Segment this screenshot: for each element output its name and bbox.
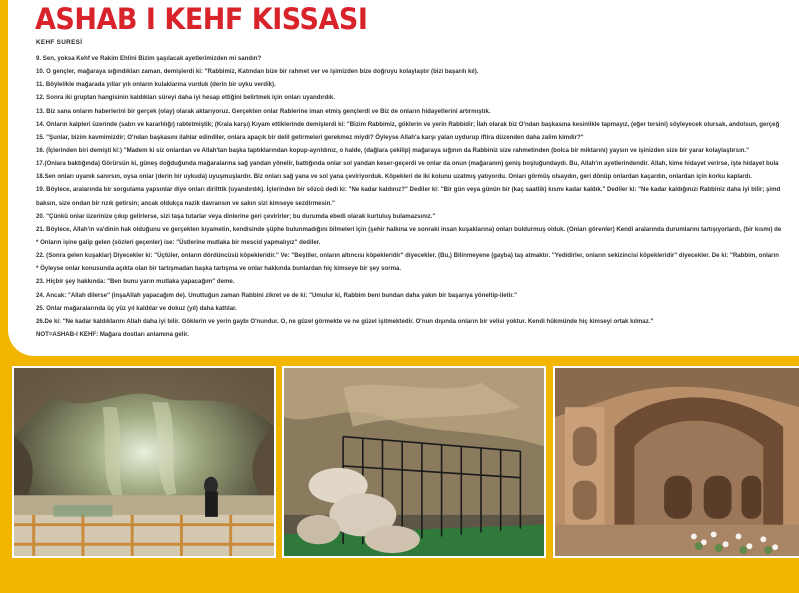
verse-22-continued: * Öyleyse onlar konusunda açıkta olan bir tartışmadan başka tartışma ve onlar hakkında bunlardan hiç kimseye bir şey sorma. [36,265,402,273]
surah-heading: KEHF SURESİ [36,39,83,46]
verse-26: 26.De ki: "Ne kadar kaldıklarını Allah daha iyi bilir. Göklerin ve yerin gaybı O'nundur. O, ne güzel görmekte ve ne güzel işitmektedir. O'nun dışında onların bir velisi yoktur. Kendi hükmünde hiç kimseyi ortak kılmaz." [36,317,654,325]
cave-grave-railing-photo [282,366,546,558]
verse-20: 20. "Çünkü onlar üzerinize çıkıp gelirlerse, sizi taşa tutarlar veya dinlerine geri çevirirler; bu durumda ebedi olarak kurtuluş bulamazsınız." [36,212,436,220]
verse-25: 25. Onlar mağaralarında üç yüz yıl kaldılar ve dokuz (yıl) daha kattılar. [36,304,237,312]
footnote: NOT=ASHAB-I KEHF: Mağara dostları anlamına gelir. [36,330,189,338]
verse-16: 16. (İçlerinden biri demişti ki:) "Madem ki siz onlardan ve Allah'tan başka taptıklarından kopup-ayrıldınız, o halde, (dağlara çekilip) mağaraya sığının da Rabbiniz size rahmetinden (bolca bir miktarını) yaysın ve işinizden size bir yarar kolaylaştırsın." [36,146,750,154]
rock-carved-chambers-photo [553,366,799,558]
verse-list [36,52,799,341]
text-panel [8,0,799,356]
verse-14: 14. Onların kalpleri üzerinde (sabrı ve kararlılığı) rabtetmiştik; (Krala karşı) Kıyam ettiklerinde demişlerdi ki: "Bizim Rabbimiz, göklerin ve yerin Rabbidir; İlah olarak biz O'ndan başkasına kesinlikle tapmayız, (eğer tersini) söyleyecek olursak, andolsun, gerçeğ [36,120,780,128]
verse-21: 21. Böylece, Allah'ın va'dinin hak olduğunu ve gerçekten kıyametin, kendisinde şüphe bulunmadığını bilmeleri için (şehir halkına ve sonraki insan kuşaklarına) onları buldurmuş olduk. (Onları görenler) Kendi aralarında durumlarını tartışıyorlardı, (bir kısmı) de [36,225,782,233]
verse-17: 17.(Onlara baktığında) Görürsün ki, güneş doğduğunda mağaralarına sağ yandan yönelir, battığında onlar sol yandan keser-geçerdi ve onlar da onun (mağaranın) geniş boşluğundaydı. Bu, Allah'ın ayetlerindendir. Allah, kime hidayet verirse, işte hidayet bula [36,160,779,168]
page-title: ASHAB I KEHF KISSASI [35,2,368,36]
verse-18: 18.Sen onları uyanık sanırsın, oysa onlar (derin bir uykuda) uyuşmuşlardır. Biz onları sağ yana ve sol yana çeviriyorduk. Köpekleri de iki kolunu uzatmış yatıyordu. Onları görmüş olsaydın, geri dönüp onlardan kaçardın, onlardan için korku kaplardı. [36,173,752,181]
verse-10: 10. O gençler, mağaraya sığındıkları zaman, demişlerdi ki: "Rabbimiz, Katından bize bir rahmet ver ve işimizden bize doğruyu kolaylaştır (bizi başarılı kıl). [36,68,479,76]
verse-24: 24. Ancak: "Allah dilerse" (inşaAllah yapacağım de). Unuttuğun zaman Rabbini zikret ve de ki: "Umulur ki, Rabbim beni bundan daha yakın bir başarıya yöneltip-iletir." [36,291,517,299]
cave-interior-photo [12,366,276,558]
verse-23: 23. Hiçbir şey hakkında: "Ben bunu yarın mutlaka yapacağım" deme. [36,278,235,286]
verse-19-continued: baksın, size ondan bir rızık getirsin; ancak oldukça nazik davransın ve sakın sizi kimseye sezdirmesin." [36,199,335,207]
verse-21-continued: * Onların işine galip gelen (sözleri geçenler) ise: "Üstlerine mutlaka bir mescid yapmalıyız" dediler. [36,238,321,246]
verse-15: 15. "Şunlar, bizim kavmimizdir; O'ndan başkasını ilahlar edindiler, onlara apaçık bir delil getirmeleri gerekmez miydi? Öyleyse Allah'a karşı yalan uydurup iftira düzenden daha zalim kimdir?" [36,133,584,141]
verse-11: 11. Böylelikle mağarada yıllar yılı onların kulaklarına vurduk (derin bir uyku verdik). [36,81,276,89]
verse-19: 19. Böylece, aralarında bir sorgulama yapsınlar diye onları dirilttik (uyandırdık). İçlerinden bir sözcü dedi ki: "Ne kadar kaldınız?" Dediler ki: "Bir gün veya günün bir (kaç saatlik) kısmı kadar kaldık." Dediler ki: "Ne kadar kaldığınızı Rabbiniz daha iyi bilir; şimd [36,186,781,194]
verse-13: 13. Biz sana onların haberlerini bir gerçek (olay) olarak aktarıyoruz. Gerçekten onlar Rablerine iman etmiş gençlerdi ve Biz de onların hidayetlerini artırmıştık. [36,107,491,115]
verse-9: 9. Sen, yoksa Kehf ve Rakim Ehlini Bizim şaşılacak ayetlerimizden mi sandın? [36,55,262,62]
verse-22: 22. (Sonra gelen kuşaklar) Diyecekler ki: "Üçtüler, onların dördüncüsü köpekleridir." Ve: "Beştiler, onların altıncısı köpekleridir" diyecekler. (Bu,) Bilinmeyene (gayba) taş atmaktır. "Yedidirler, onların sekizincisi köpekleridir" diyecekler. De ki: "Rabbim, onların [36,252,779,260]
verse-12: 12. Sonra iki gruptan hangisinin kaldıkları süreyi daha iyi hesap ettiğini belirtmek için onları uyandırdık. [36,94,336,102]
